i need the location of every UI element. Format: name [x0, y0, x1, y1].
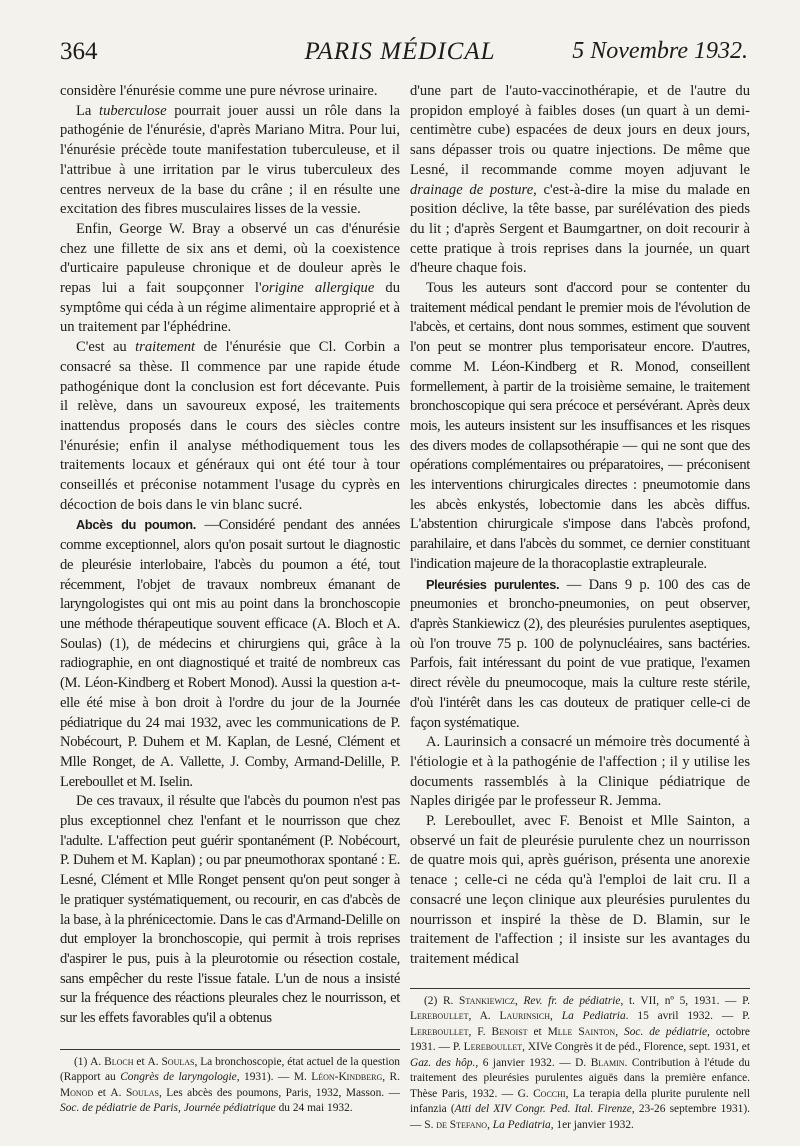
paragraph: Abcès du poumon. —Considéré pendant des années comme exceptionnel, alors qu'on posait surtout le diagnostic de pleurésie interlobaire, l'abcès du poumon a été, tout récemment, l'objet de travaux nombreux émanant de laryngologistes qui ont mis au point dans la bronchoscopie une méthode thérapeutique souvent efficace (A. Bloch et A. Soulas) (1), de médecins et chirurgiens qui, grâce à la radiographie, en ont diagnostiqué et traité de nombreux cas (M. Léon-Kindberg et Robert Monod). Aussi la question a-t-elle été mise à bon droit à l'ordre du jour de la Journée pédiatrique du 24 mai 1932, avec les communications de P. Nobécourt, P. Duhem et M. Kaplan, de Lesné, Clément et Mlle Ronget, de A. Vallette, J. Comby, Armand-Delille, P. Lereboullet et M. Iselin. — [60, 517, 401, 790]
paragraph: Pleurésies purulentes. — Dans 9 p. 100 des cas de pneumonies et broncho-pneumonies, on peut observer, d'après Stankiewicz (2), des pleurésies purulentes aseptiques, où l'on trouve 75 p. 100 de polynucléaires, sans bactéries. Parfois, fait intéressant du point de vue pratique, l'examen direct révèle du pneumocoque, mais la culture reste stérile, d'où l'intérêt dans les cas douteux de pratiquer celle-ci de façon systématique. — [410, 576, 750, 731]
left-column — [60, 82, 400, 1117]
journal-title: PARIS MÉDICAL — [304, 38, 496, 65]
paragraph: Enfin, George W. Bray a observé un cas d'énurésie chez une fillette de six ans et demi, où la coexistence d'urticaire papuleuse chronique et de douleur après le repas lui a fait soupçonner l'origine allergique du symptôme qui céda à un régime alimentaire approprié et à un traitement par l'éphédrine. — [60, 220, 400, 336]
paragraph: Tous les auteurs sont d'accord pour se contenter du traitement médical pendant le premier mois de l'évolution de l'abcès, et certains, dont nous sommes, estiment que souvent l'on peut se montrer plus temporisateur encore. D'autres, comme M. Léon-Kindberg et R. Monod, conseillent formellement, à partir de la troisième semaine, le traitement bronchoscopique qui sera précoce et persévérant. Après deux mois, les auteurs insistent sur les insuffisances et les risques des divers modes de collapsothérapie — qui ne sont que des opérations complémentaires ou préparatoires, — préconisent les interventions chirurgicales directes : pneumotomie dans les abcès enkystés, lobectomie dans les abcès diffus. L'abstention chirurgicale s'impose dans l'abcès profond, parahilaire, et dans l'abcès du sommet, ce dernier constituant l'indication majeure de la thoracoplastie extrapleurale. — [410, 280, 750, 572]
section-heading: Abcès du poumon. — [76, 517, 196, 533]
paragraph: d'une part de l'auto-vaccinothérapie, et de l'autre du propidon employé à faibles doses (un quart à un demi-centimètre cube) espacées de deux jours en deux jours, sans dépasser trois ou quatre injections. De même que Lesné, il recommande comme moyen adjuvant le drainage de posture, c'est-à-dire la mise du malade en position déclive, la tête basse, par surélévation des pieds du lit ; d'après Sergent et Baumgartner, on doit recourir à cette pratique à trois reprises dans la journée, un quart d'heure chaque fois. — [410, 83, 750, 277]
paragraph: considère l'énurésie comme une pure névrose urinaire. — [60, 83, 378, 99]
right-column — [410, 82, 750, 1133]
paragraph: C'est au traitement de l'énurésie que Cl. Corbin a consacré sa thèse. Il commence par une rapide étude pathogénique dont la conclusion est fort décevante. Puis il relève, dans un savoureux exposé, les traitements inattendus proposés dans le cours des siècles contre l'énurésie; enfin il analyse méthodiquement tous les traitements locaux et généraux qui ont été tour à tour conseillés et préconise notamment l'usage du cyprès en décoction de bois dans le vin blanc sucré. — [60, 339, 400, 513]
paragraph: De ces travaux, il résulte que l'abcès du poumon n'est pas plus exceptionnel chez l'enfant et le nourrisson que chez l'adulte. L'affection peut guérir spontanément (P. Nobécourt, P. Duhem et M. Kaplan) ; ou par pneumothorax spontané : E. Lesné, Clément et Mlle Ronget pensent qu'on peut songer à le pratiquer systématiquement, ou recourir, en cas d'abcès de la base, à la phrénicectomie. Dans le cas d'Armand-Delille on dut employer la bronchoscopie, qui permit à trois reprises d'aspirer le pus, puis à la pleurotomie ou résection costale, sans empêcher du reste l'issue fatale. L'un de nous a insisté sur la fréquence des réactions pleurales chez le nourrisson, et sur les effets favorables qu'il a obtenus — [60, 793, 400, 1027]
page-number: 364 — [60, 38, 98, 65]
footnotes — [410, 988, 750, 1134]
paragraph: A. Laurinsich a consacré un mémoire très documenté à l'étiologie et à la pathogénie de l'affection ; il y utilise les documents rassemblés à la Clinique pédiatrique de Naples dirigée par le professeur R. Jemma. — [410, 734, 750, 810]
running-header — [52, 38, 748, 78]
footnote: (2) R. Stankiewicz, Rev. fr. de pédiatrie, t. VII, nº 5, 1931. — P. Lereboullet, A. Laurinsich, La Pediatria. 15 avril 1932. — P. Lereboullet, F. Benoist et Mlle Sainton, Soc. de pédiatrie, octobre 1931. — P. Lereboullet, XIVe Congrès it de péd., Florence, sept. 1931, et Gaz. des hôp., 6 janvier 1932. — D. Blamin. Contribution à l'étude du traitement des pleurésies purulentes aiguës dans la première enfance. Thèse Paris, 1932. — G. Cocchi, La terapia della plurite purulente nell infanzia (Atti del XIV Congr. Ped. Ital. Firenze, 23-26 septembre 1931). — S. de Stefano, La Pediatria, 1er janvier 1932. — [410, 994, 751, 1131]
paragraph: P. Lereboullet, avec F. Benoist et Mlle Sainton, a observé un fait de pleurésie purulente chez un nourrisson de quatre mois qui, après guérison, présenta une anorexie tenace ; celle-ci ne céda qu'à l'emploi de lait cru. Il a consacré une leçon clinique aux pleurésies purulentes du nourrisson et inspiré la thèse de D. Blamin, sur le traitement de l'affection ; il insiste sur les avantages du traitement médical — [410, 813, 750, 967]
paragraph: La tuberculose pourrait jouer aussi un rôle dans la pathogénie de l'énurésie, d'après Mariano Mitra. Pour lui, l'énurésie précède toute manifestation tuberculeuse, et il l'attribue à une irritation par le virus tuberculeux des centres nerveux de la base du crâne ; il en résulte une excitation des fibres musculaires lisses de la vessie. — [60, 102, 400, 218]
issue-date: 5 Novembre 1932. — [572, 38, 748, 64]
section-heading: Pleurésies purulentes. — [426, 576, 560, 592]
footnote: (1) A. Bloch et A. Soulas, La bronchoscopie, état actuel de la question (Rapport au Congrès de laryngologie, 1931). — M. Léon-Kindberg, R. Monod et A. Soulas, Les abcès des poumons, Paris, 1932, Masson. — Soc. de pédiatrie de Paris, Journée pédiatrique du 24 mai 1932. — [60, 1055, 401, 1115]
footnotes — [60, 1049, 400, 1117]
